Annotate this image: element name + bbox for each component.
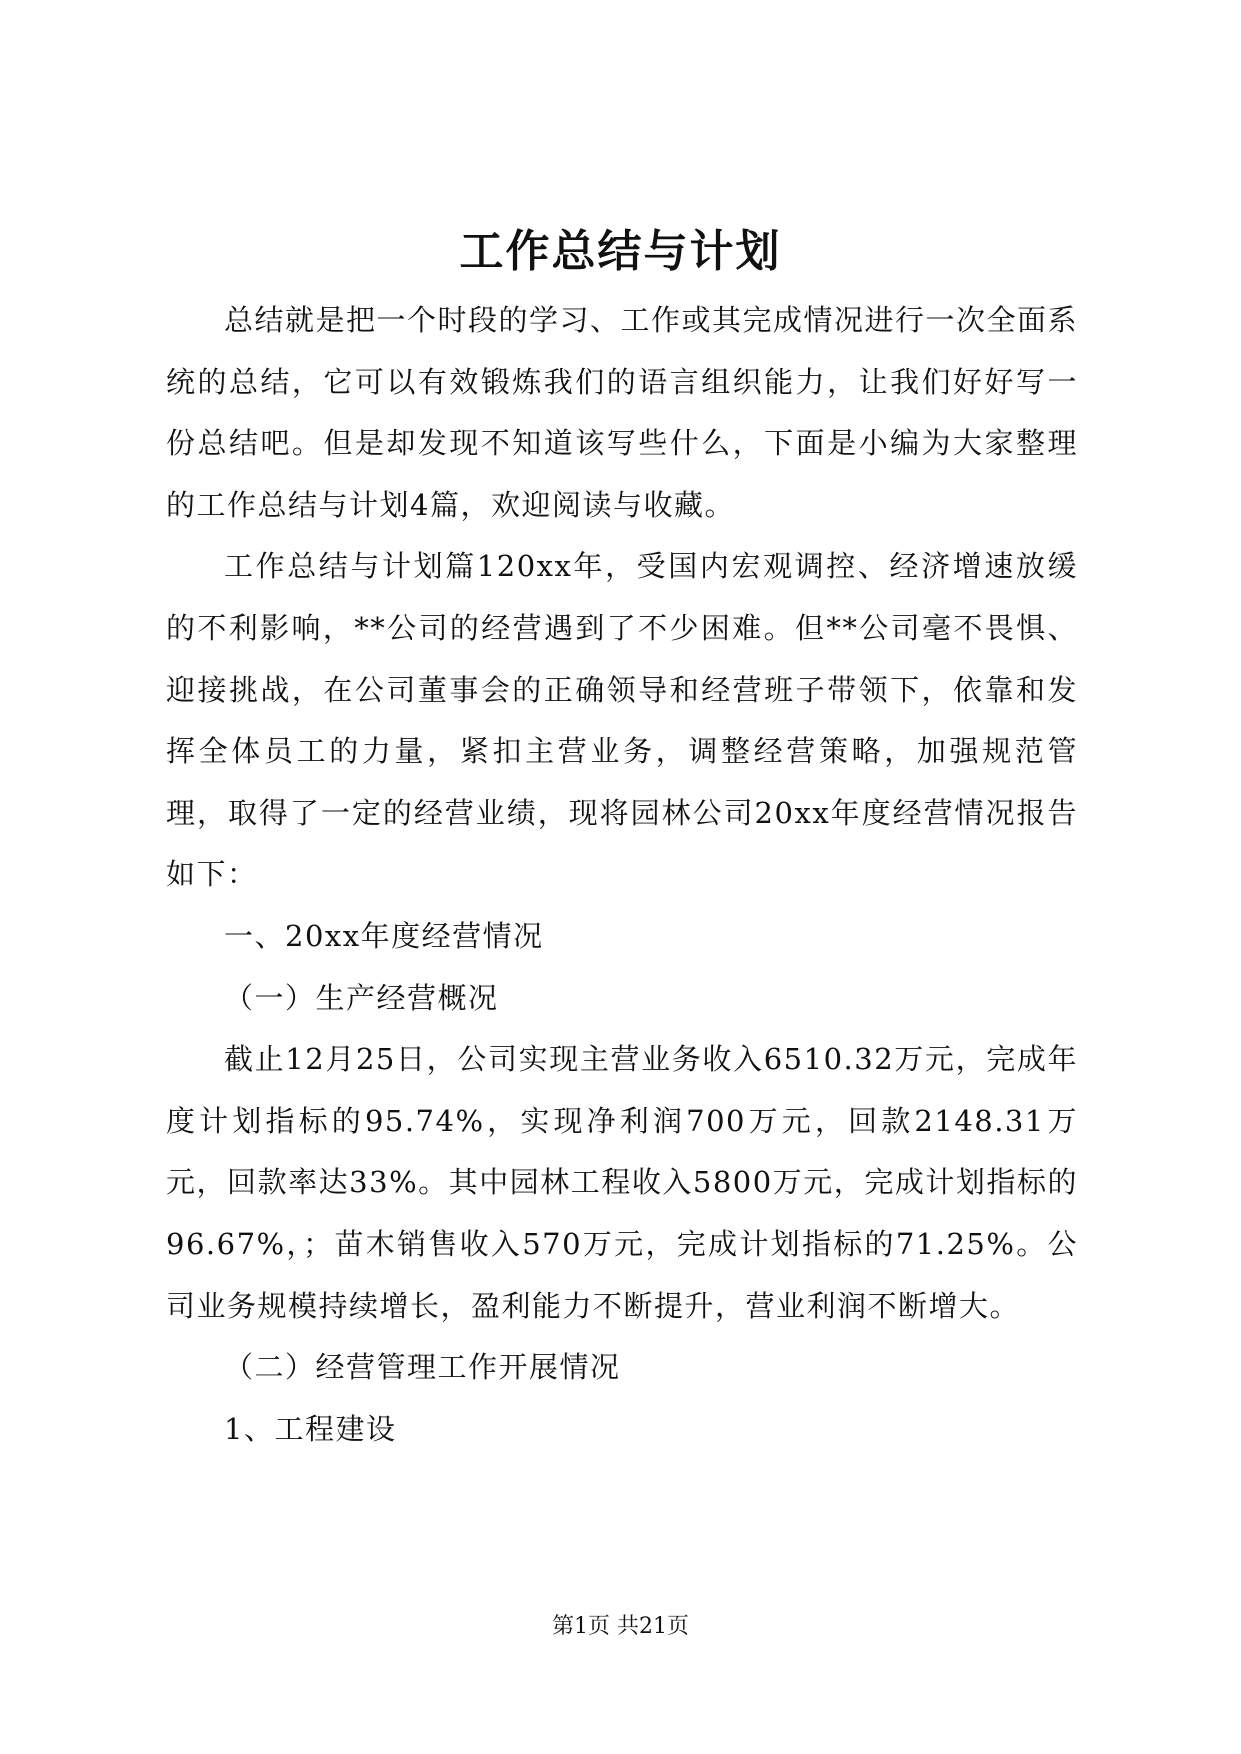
- page-footer: 第1页 共21页: [552, 1614, 689, 1639]
- paragraph-intro: 总结就是把一个时段的学习、工作或其完成情况进行一次全面系统的总结，它可以有效锻炼我们的语言组织能力，让我们好好写一份总结吧。但是却发现不知道该写些什么，下面是小编为大家整理的工作总结与计划4篇，欢迎阅读与收藏。: [166, 303, 1079, 522]
- paragraph-figures: 截止12月25日，公司实现主营业务收入6510.32万元，完成年度计划指标的95.74%，实现净利润700万元，回款2148.31万元，回款率达33%。其中园林工程收入5800万元，完成计划指标的96.67%，；苗木销售收入570万元，完成计划指标的71.25%。公司业务规模持续增长，盈利能力不断提升，营业利润不断增大。: [166, 1042, 1078, 1323]
- document-body: [166, 290, 1078, 1460]
- section-heading-1: 一、20xx年度经营情况: [224, 918, 544, 953]
- document-title: 工作总结与计划: [459, 226, 782, 277]
- subsection-heading-1: （一）生产经营概况: [224, 980, 499, 1015]
- item-heading-1: 1、工程建设: [224, 1411, 397, 1446]
- subsection-heading-2: （二）经营管理工作开展情况: [224, 1350, 621, 1385]
- paragraph-overview: 工作总结与计划篇120xx年，受国内宏观调控、经济增速放缓的不利影响，**公司的经营遇到了不少困难。但**公司毫不畏惧、迎接挑战，在公司董事会的正确领导和经营班子带领下，依靠和发挥全体员工的力量，紧扣主营业务，调整经营策略，加强规范管理，取得了一定的经营业绩，现将园林公司20xx年度经营情况报告如下：: [166, 549, 1078, 892]
